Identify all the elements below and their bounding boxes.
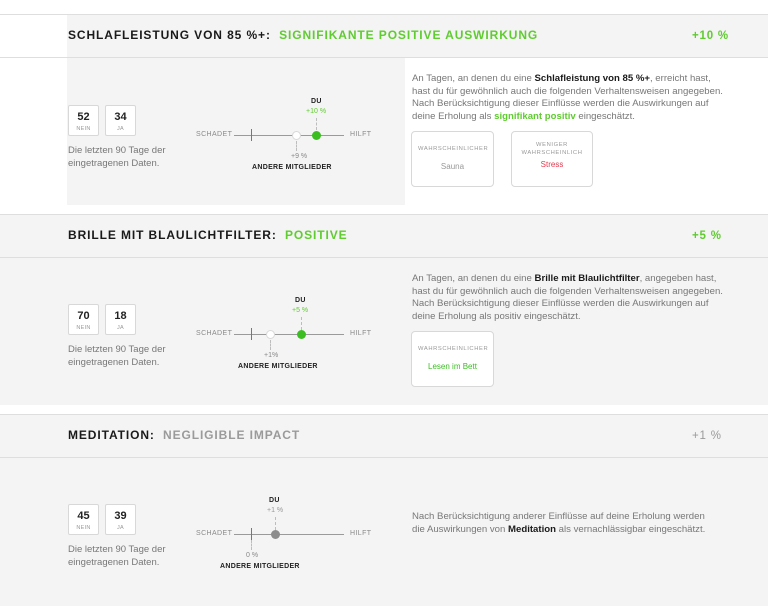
card-body bbox=[0, 258, 768, 405]
card-body bbox=[0, 58, 768, 205]
user-marker bbox=[297, 330, 306, 339]
behavior-name: BRILLE MIT BLAULICHTFILTER: bbox=[68, 228, 277, 242]
impact-delta: +10 % bbox=[692, 30, 729, 42]
scale-zero-tick bbox=[251, 328, 252, 340]
count-no: 70 NEIN bbox=[68, 304, 99, 335]
scale-left-label: SCHADET bbox=[196, 131, 233, 138]
card-title bbox=[68, 428, 300, 442]
impact-card-sleep bbox=[0, 14, 768, 205]
others-marker bbox=[247, 530, 255, 538]
impact-description: An Tagen, an denen du eine Brille mit Blaulichtfilter, angegeben hast, hast du für gewöhnlich auch die folgenden Verhaltensweisen angegeben. Nach Berücksichtigung dieser Einflüsse werden die Auswirkungen auf deine Erholung als positiv eingeschätzt. bbox=[412, 273, 723, 322]
count-yes: 34 JA bbox=[105, 105, 136, 136]
card-header bbox=[0, 215, 768, 258]
others-label: ANDERE MITGLIEDER bbox=[252, 164, 332, 171]
impact-card-meditation bbox=[0, 414, 768, 606]
impact-delta: +5 % bbox=[692, 230, 722, 242]
du-label: DU bbox=[311, 98, 322, 105]
others-label: ANDERE MITGLIEDER bbox=[238, 363, 318, 370]
impact-description: An Tagen, an denen du eine Schlafleistung von 85 %+, erreicht hast, hast du für gewöhnlich auch die folgenden Verhaltensweisen angegeben. Nach Berücksichtigung dieser Einflüsse werden die Auswirkungen auf deine Erholung als signifikant positiv eingeschätzt. bbox=[412, 73, 723, 122]
count-yes: 18 JA bbox=[105, 304, 136, 335]
card-title bbox=[68, 228, 348, 242]
count-no: 45 NEIN bbox=[68, 504, 99, 535]
behavior-likely[interactable]: WAHRSCHEINLICHER Sauna bbox=[411, 131, 494, 187]
impact-delta: +1 % bbox=[692, 430, 722, 442]
du-label: DU bbox=[295, 297, 306, 304]
du-value: +10 % bbox=[306, 108, 327, 115]
du-value: +1 % bbox=[267, 507, 284, 514]
user-marker bbox=[312, 131, 321, 140]
others-value: 0 % bbox=[246, 552, 259, 559]
impact-label: POSITIVE bbox=[284, 228, 348, 242]
card-header bbox=[0, 15, 768, 58]
others-value: +9 % bbox=[291, 153, 308, 160]
scale-right-label: HILFT bbox=[350, 131, 372, 138]
count-no: 52 NEIN bbox=[68, 105, 99, 136]
impact-card-bluelight bbox=[0, 214, 768, 405]
behavior-less-likely[interactable]: WENIGER WAHRSCHEINLICH Stress bbox=[511, 131, 593, 187]
behavior-likely[interactable]: WAHRSCHEINLICHER Lesen im Bett bbox=[411, 331, 494, 387]
scale-left-label: SCHADET bbox=[196, 330, 233, 337]
scale-right-label: HILFT bbox=[350, 530, 372, 537]
days-note: Die letzten 90 Tage der eingetragenen Daten. bbox=[68, 344, 166, 368]
days-note: Die letzten 90 Tage der eingetragenen Daten. bbox=[68, 544, 166, 568]
du-value: +5 % bbox=[292, 307, 309, 314]
count-yes: 39 JA bbox=[105, 504, 136, 535]
impact-description: Nach Berücksichtigung anderer Einflüsse auf deine Erholung werden die Auswirkungen von Meditation als vernachlässigbar eingeschätzt. bbox=[412, 511, 706, 535]
card-header bbox=[0, 415, 768, 458]
behavior-name: SCHLAFLEISTUNG VON 85 %+: bbox=[68, 28, 271, 42]
card-title bbox=[68, 28, 538, 42]
scale-zero-tick bbox=[251, 129, 252, 141]
others-marker bbox=[292, 131, 301, 140]
scale-left-label: SCHADET bbox=[196, 530, 233, 537]
impact-label: NEGLIGIBLE IMPACT bbox=[163, 428, 301, 442]
user-marker bbox=[271, 530, 280, 539]
impact-label: SIGNIFIKANTE POSITIVE AUSWIRKUNG bbox=[279, 28, 539, 42]
others-value: +1% bbox=[264, 352, 279, 359]
days-note: Die letzten 90 Tage der eingetragenen Daten. bbox=[68, 145, 166, 169]
du-label: DU bbox=[269, 497, 280, 504]
card-body bbox=[0, 458, 768, 606]
scale-right-label: HILFT bbox=[350, 330, 372, 337]
others-marker bbox=[266, 330, 275, 339]
behavior-name: MEDITATION: bbox=[68, 428, 155, 442]
others-label: ANDERE MITGLIEDER bbox=[220, 563, 300, 570]
